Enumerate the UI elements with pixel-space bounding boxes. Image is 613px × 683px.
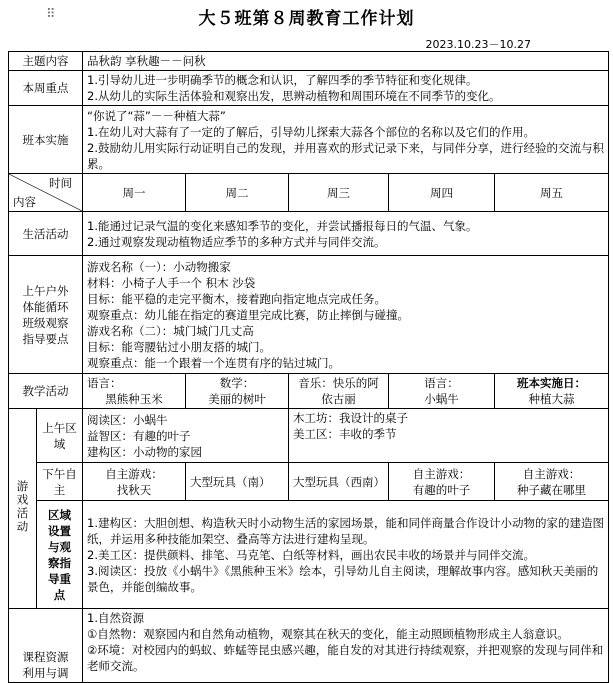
outdoor-label: 上午户外体能循环班级观察指导要点 bbox=[9, 256, 83, 374]
teaching-name: 小蜗牛 bbox=[424, 392, 459, 406]
resources-line: 1.自然资源 bbox=[87, 611, 144, 625]
game-focus-content bbox=[83, 501, 609, 609]
teaching-subject: 音乐：快乐的阿 bbox=[298, 376, 379, 390]
theme-value: 品秋韵 享秋趣－－问秋 bbox=[83, 52, 609, 71]
game-label bbox=[9, 409, 37, 609]
teaching-tuesday bbox=[186, 374, 289, 409]
drag-handle-icon[interactable]: ⠿ bbox=[46, 7, 55, 22]
class-practice-label: 班本实施 bbox=[9, 106, 83, 174]
date-range: 2023.10.23－10.27 bbox=[425, 38, 531, 51]
morning-label: 上午区域 bbox=[37, 409, 83, 463]
outdoor-line: 观察重点：幼儿能在指定的赛道里完成比赛，防止摔倒与碰撞。 bbox=[87, 307, 409, 322]
outdoor-line: 材料：小椅子人手一个 积木 沙袋 bbox=[87, 275, 256, 290]
teaching-thursday bbox=[389, 374, 495, 409]
class-practice-line: 1.在幼儿对大蒜有了一定的了解后，引导幼儿探索大蒜各个部位的名称以及它们的作用。 bbox=[87, 124, 535, 139]
teaching-name: 黑熊种玉米 bbox=[105, 392, 163, 406]
game-focus-label: 区域设置与观察指导重点 bbox=[37, 501, 83, 609]
row-class-practice bbox=[9, 106, 609, 174]
teaching-subject: 数学： bbox=[219, 376, 255, 390]
outdoor-line: 游戏名称（二）：城门城门几丈高 bbox=[87, 323, 254, 338]
teaching-subject: 语言： bbox=[424, 376, 459, 390]
plan-table bbox=[8, 51, 609, 683]
page-title: 大５班第８周教育工作计划 bbox=[198, 9, 415, 29]
weekly-focus-line: 1.引导幼儿进一步明确季节的概念和认识，了解四季的季节特征和变化规律。 bbox=[87, 73, 478, 87]
row-days-header bbox=[9, 174, 609, 212]
morning-areas-right bbox=[289, 409, 609, 463]
outdoor-line: 观察重点：能一个跟着一个连贯有序的钻过城门。 bbox=[87, 355, 340, 370]
resources-line: ①自然物：观察园内和自然角动植物，观察其在秋天的变化，能主动照顾植物形成主人翁意识。 bbox=[87, 627, 569, 641]
teaching-label: 教学活动 bbox=[9, 374, 83, 409]
game-label-text: 游戏活动 bbox=[15, 479, 30, 534]
outdoor-content bbox=[83, 256, 609, 374]
outdoor-line: 游戏名称（一）：小动物搬家 bbox=[87, 259, 231, 274]
morning-area: 木工坊：我设计的桌子 bbox=[293, 411, 408, 425]
day-header-friday: 周五 bbox=[495, 174, 609, 212]
afternoon-thursday: 自主游戏： 有趣的叶子 bbox=[389, 463, 495, 501]
row-outdoor bbox=[9, 256, 609, 374]
row-resources bbox=[9, 609, 609, 683]
teaching-subject: 语言： bbox=[87, 376, 122, 390]
row-theme bbox=[9, 52, 609, 71]
morning-area: 阅读区：小蜗牛 bbox=[87, 412, 168, 427]
teaching-name: 美丽的树叶 bbox=[208, 392, 266, 406]
morning-areas-left bbox=[83, 409, 289, 463]
afternoon-monday: 自主游戏： 找秋天 bbox=[83, 463, 186, 501]
outdoor-line: 目标：能弯腰钻过小朋友搭的城门。 bbox=[87, 339, 271, 354]
row-teaching bbox=[9, 374, 609, 409]
teaching-friday bbox=[495, 374, 609, 409]
weekly-focus-line: 2.从幼儿的实际生活体验和观察出发，思辨动植物和周围环境在不同季节的变化。 bbox=[87, 89, 501, 103]
morning-area: 益智区：有趣的叶子 bbox=[87, 428, 191, 443]
theme-label: 主题内容 bbox=[9, 52, 83, 71]
corner-time-label: 时间 bbox=[49, 176, 72, 190]
afternoon-label: 下午自主 bbox=[37, 463, 83, 501]
outdoor-line: 目标：能平稳的走完平衡木，接着跑向指定地点完成任务。 bbox=[87, 291, 386, 306]
teaching-monday bbox=[83, 374, 186, 409]
afternoon-tuesday: 大型玩具（南） bbox=[186, 463, 289, 501]
resources-line: ②环境：对校园内的蚂蚁、蚱蜢等昆虫感兴趣，能自发的对其进行持续观察，并把观察的发现与同伴和老师交流。 bbox=[87, 643, 604, 673]
life-line: 1.能通过记录气温的变化来感知季节的变化，并尝试播报每日的气温、气象。 bbox=[87, 218, 478, 233]
weekly-focus-label: 本周重点 bbox=[9, 71, 83, 106]
life-content bbox=[83, 212, 609, 256]
day-header-thursday: 周四 bbox=[389, 174, 495, 212]
teaching-name: 种植大蒜 bbox=[528, 392, 575, 406]
class-practice-content bbox=[83, 106, 609, 174]
life-label: 生活活动 bbox=[9, 212, 83, 256]
row-life bbox=[9, 212, 609, 256]
morning-area: 美工区：丰收的季节 bbox=[293, 427, 397, 441]
game-focus-line: 1.建构区：大胆创想、构造秋天时小动物生活的家园场景，能和同伴商量合作设计小动物的家的建造图纸，并运用多种技能加架空、叠高等方法进行建构呈现。 bbox=[87, 515, 604, 546]
corner-header-cell bbox=[9, 174, 83, 212]
class-practice-line: 2.鼓励幼儿用实际行动证明自己的发现，并用喜欢的形式记录下来，与同伴分享，进行经验的交流与积累。 bbox=[87, 140, 604, 171]
teaching-subject: 班本实施日： bbox=[517, 376, 586, 390]
resources-label: 课程资源利用与调 bbox=[9, 609, 83, 683]
resources-content bbox=[83, 609, 609, 683]
row-game-morning bbox=[9, 409, 609, 463]
teaching-name: 依古丽 bbox=[321, 392, 356, 406]
afternoon-wednesday: 大型玩具（西南） bbox=[289, 463, 389, 501]
row-weekly-focus bbox=[9, 71, 609, 106]
class-practice-line: “你说了“蒜”－－种植大蒜” bbox=[87, 108, 226, 123]
day-header-wednesday: 周三 bbox=[289, 174, 389, 212]
morning-area: 建构区：小动物的家园 bbox=[87, 444, 202, 459]
day-header-monday: 周一 bbox=[83, 174, 186, 212]
life-line: 2.通过观察发现动植物适应季节的多种方式并与同伴交流。 bbox=[87, 234, 386, 249]
weekly-focus-content bbox=[83, 71, 609, 106]
row-game-afternoon bbox=[9, 463, 609, 501]
game-focus-line: 3.阅读区：投放《小蜗牛》《黑熊种玉米》绘本，引导幼儿自主阅读，理解故事内容。感知秋天美丽的景色，并能创编故事。 bbox=[87, 563, 599, 594]
corner-content-label: 内容 bbox=[13, 195, 36, 209]
afternoon-friday: 自主游戏： 种子藏在哪里 bbox=[495, 463, 609, 501]
day-header-tuesday: 周二 bbox=[186, 174, 289, 212]
row-game-focus bbox=[9, 501, 609, 609]
game-focus-line: 2.美工区：提供颜料、排笔、马克笔、白纸等材料，画出农民丰收的场景并与同伴交流。 bbox=[87, 547, 535, 562]
teaching-wednesday bbox=[289, 374, 389, 409]
